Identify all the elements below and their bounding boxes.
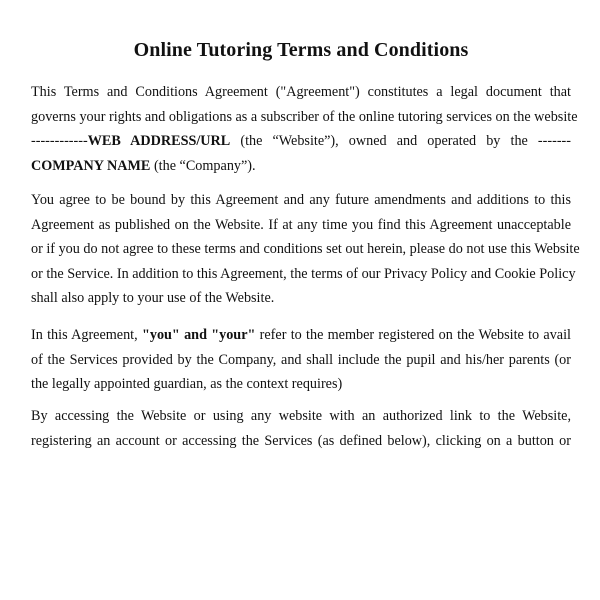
text-segment: In this Agreement, — [31, 327, 142, 343]
text-line — [31, 323, 571, 348]
text-line: the legally appointed guardian, as the context requires) — [31, 376, 343, 392]
text-segment: (the “Website”), owned and operated by the ------- — [230, 133, 571, 149]
text-line: You agree to be bound by this Agreement and any future amendments and additions to this — [31, 192, 571, 208]
text-line: shall also apply to your use of the Website. — [31, 290, 275, 306]
paragraph-binding-agreement — [31, 188, 580, 311]
text-line: This Terms and Conditions Agreement ("Agreement") constitutes a legal document that — [31, 84, 571, 100]
text-line: or if you do not agree to these terms and conditions set out herein, please do not use this Website — [31, 241, 580, 257]
you-your-term: "you" and "your" — [141, 327, 256, 343]
paragraph-definitions — [31, 323, 571, 397]
text-segment: refer to the member registered on the Website to avail — [255, 327, 571, 343]
web-address-placeholder: WEB ADDRESS/URL — [87, 133, 231, 149]
text-line — [31, 154, 571, 179]
text-segment: (the “Company”). — [150, 157, 256, 174]
paragraph-agreement-intro — [31, 80, 578, 178]
text-line: or the Service. In addition to this Agreement, the terms of our Privacy Policy and Cookie Policy — [31, 265, 576, 282]
text-line: By accessing the Website or using any website with an authorized link to the Website, — [31, 408, 571, 424]
text-line: Agreement as published on the Website. If at any time you find this Agreement unacceptable — [31, 216, 571, 233]
document-page — [31, 0, 580, 449]
placeholder-dashes: ------------ — [31, 133, 88, 149]
text-line: of the Services provided by the Company, and shall include the pupil and his/her parents (or — [31, 351, 571, 368]
text-line — [31, 129, 571, 154]
paragraph-access — [31, 404, 571, 450]
paragraph-access-clipped — [31, 404, 571, 450]
text-line: registering an account or accessing the Services (as defined below), clicking on a button or — [31, 432, 571, 449]
text-line: governs your rights and obligations as a subscriber of the online tutoring services on the website — [31, 108, 578, 125]
company-name-placeholder: COMPANY NAME — [31, 157, 151, 174]
document-title: Online Tutoring Terms and Conditions — [133, 39, 469, 61]
